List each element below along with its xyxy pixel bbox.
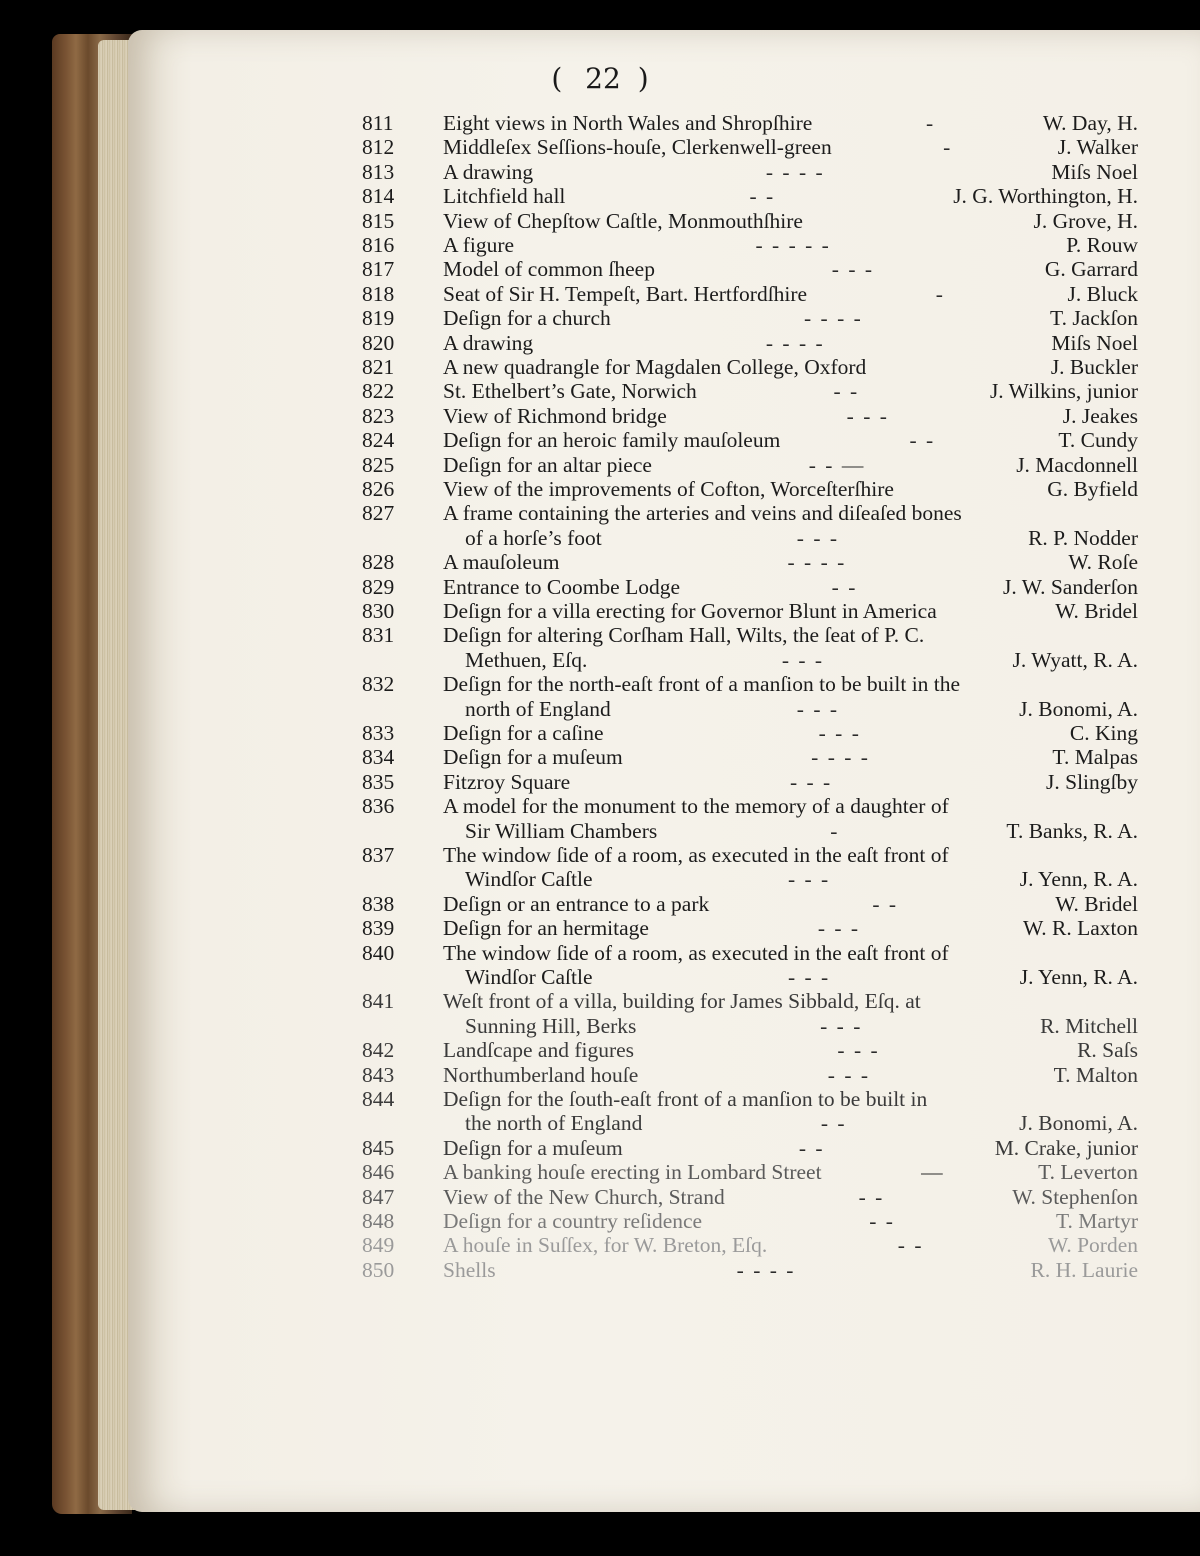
entry-title: A banking houſe erecting in Lombard Street xyxy=(443,1160,822,1185)
entry-number: 843 xyxy=(362,1062,395,1087)
entry-title: The window ſide of a room, as executed in the eaſt front of xyxy=(443,940,949,965)
entry-title: north of England xyxy=(465,696,611,721)
entry-title: Deſign for a villa erecting for Governor Blunt in America xyxy=(443,599,937,623)
leader-dashes: - - - xyxy=(789,769,833,794)
entry-artist: J. Jeakes xyxy=(1062,403,1138,428)
leader-dashes: - - - - xyxy=(765,330,825,355)
leader-dashes: - - - - xyxy=(736,1257,796,1282)
entry-title: Deſign for an altar piece xyxy=(443,452,652,477)
entry-title: View of the improvements of Cofton, Worceſterſhire xyxy=(443,477,894,501)
entry-title: View of Richmond bridge xyxy=(443,403,667,428)
entry-title: Deſign for an heroic family mauſoleum xyxy=(443,428,781,453)
entry-number: 829 xyxy=(362,574,395,599)
entry-number: 821 xyxy=(362,355,395,379)
entry-number: 835 xyxy=(362,769,395,794)
entry-number: 812 xyxy=(362,135,395,160)
entry-artist: T. Cundy xyxy=(1058,428,1138,453)
leader-dashes: - - - xyxy=(796,696,840,721)
entry-title: A new quadrangle for Magdalen College, Oxford xyxy=(443,355,867,379)
entry-artist: T. Martyr xyxy=(1056,1209,1138,1233)
leader-dashes: - - - xyxy=(827,1062,871,1087)
leader-dashes: - - - - xyxy=(811,745,870,770)
leader-dashes: - - - xyxy=(781,647,825,672)
entry-artist: J. Bonomi, A. xyxy=(1019,696,1138,721)
entry-title: Methuen, Eſq. xyxy=(465,647,588,672)
entry-title: Deſign for an hermitage xyxy=(443,916,649,941)
entry-title: A drawing xyxy=(443,330,534,355)
entry-number: 849 xyxy=(362,1233,395,1258)
entry-title: Northumberland houſe xyxy=(443,1062,639,1087)
entry-title: Deſign for a caſine xyxy=(443,721,604,745)
entry-artist: J. G. Worthington, H. xyxy=(953,184,1138,209)
entry-number: 811 xyxy=(362,111,394,135)
leader-dashes: - - - - - xyxy=(755,233,831,257)
entry-artist: R. H. Laurie xyxy=(1030,1257,1138,1282)
entry-number: 818 xyxy=(362,281,395,306)
entry-title: of a horſe’s foot xyxy=(465,525,602,550)
entry-artist: T. Leverton xyxy=(1038,1160,1138,1185)
entry-title: View of Chepſtow Caſtle, Monmouthſhire xyxy=(443,208,803,233)
entry-artist: G. Byfield xyxy=(1047,477,1138,501)
entry-number: 831 xyxy=(362,623,395,648)
leader-dashes: - xyxy=(935,281,945,306)
entry-number: 828 xyxy=(362,550,395,575)
entry-artist: J. Slingſby xyxy=(1046,769,1138,794)
entry-title: Fitzroy Square xyxy=(443,769,571,794)
entry-artist: T. Banks, R. A. xyxy=(1006,818,1138,843)
entry-title: A figure xyxy=(443,233,515,257)
entry-number: 814 xyxy=(362,184,395,209)
entry-artist: J. Bluck xyxy=(1067,281,1138,306)
entry-artist: J. Grove, H. xyxy=(1033,208,1138,233)
entry-artist: C. King xyxy=(1069,721,1138,745)
entry-artist: J. Wyatt, R. A. xyxy=(1012,647,1138,672)
entry-number: 827 xyxy=(362,501,395,526)
entry-number: 836 xyxy=(362,794,395,819)
entry-artist: R. P. Nodder xyxy=(1028,525,1138,550)
entry-number: 823 xyxy=(362,403,395,428)
entry-number: 826 xyxy=(362,477,395,501)
entry-title: A drawing xyxy=(443,159,534,184)
leader-dashes: - - - - xyxy=(787,550,847,575)
entry-number: 848 xyxy=(362,1209,395,1233)
leader-dashes: - - - xyxy=(817,916,861,941)
leader-dashes: - - xyxy=(869,1209,895,1233)
entry-title: Deſign for a country reſidence xyxy=(443,1209,703,1233)
leader-dashes: - - - xyxy=(787,867,831,892)
leader-dashes: - - xyxy=(833,379,860,404)
entry-title: Deſign for a muſeum xyxy=(443,745,623,770)
catalogue-list xyxy=(0,110,1200,1310)
leader-dashes: - - xyxy=(820,1111,847,1136)
entry-artist: W. Bridel xyxy=(1055,599,1138,623)
entry-artist: J. Walker xyxy=(1057,135,1138,160)
entry-title: Entrance to Coombe Lodge xyxy=(443,574,681,599)
entry-number: 845 xyxy=(362,1135,395,1160)
entry-number: 822 xyxy=(362,379,395,404)
entry-title: Deſign for altering Corſham Hall, Wilts, the ſeat of P. C. xyxy=(443,623,925,648)
entry-title: Deſign or an entrance to a park xyxy=(443,891,710,916)
entry-number: 824 xyxy=(362,428,395,453)
leader-dashes: - - - xyxy=(796,525,840,550)
entry-number: 846 xyxy=(362,1160,395,1185)
entry-title: View of the New Church, Strand xyxy=(443,1184,725,1209)
entry-artist: W. Roſe xyxy=(1068,550,1138,575)
entry-number: 820 xyxy=(362,330,395,355)
entry-title: Model of common ſheep xyxy=(443,257,655,282)
header-open-paren: ( xyxy=(551,62,563,95)
entry-artist: Miſs Noel xyxy=(1051,330,1138,355)
entry-number: 841 xyxy=(362,989,395,1014)
leader-dashes: - - xyxy=(798,1135,825,1160)
page-number: 22 xyxy=(585,62,621,95)
entry-title: Sir William Chambers xyxy=(465,818,658,843)
entry-number: 819 xyxy=(362,306,395,331)
entry-number: 850 xyxy=(362,1257,395,1282)
entry-artist: J. W. Sanderſon xyxy=(1003,574,1138,599)
leader-dashes: - - - xyxy=(837,1038,880,1063)
entry-artist: P. Rouw xyxy=(1066,233,1138,257)
entry-number: 839 xyxy=(362,916,395,941)
entry-title: Deſign for a muſeum xyxy=(443,1135,623,1160)
entry-number: 847 xyxy=(362,1184,395,1209)
entry-title: A mauſoleum xyxy=(443,550,560,575)
entry-artist: R. Mitchell xyxy=(1040,1013,1138,1038)
entry-title: Sunning Hill, Berks xyxy=(465,1013,637,1038)
leader-dashes: - - xyxy=(897,1233,924,1258)
entry-artist: T. Jackſon xyxy=(1050,306,1138,331)
entry-artist: G. Garrard xyxy=(1044,257,1138,282)
entry-artist: J. Buckler xyxy=(1050,355,1138,379)
entry-title: Windſor Caſtle xyxy=(465,867,593,892)
leader-dashes: - - - xyxy=(787,965,831,989)
entry-artist: J. Wilkins, junior xyxy=(989,379,1138,404)
entry-artist: Miſs Noel xyxy=(1051,159,1138,184)
entry-title: Shells xyxy=(443,1257,496,1282)
entry-artist: M. Crake, junior xyxy=(994,1135,1138,1160)
entry-artist: W. Bridel xyxy=(1055,891,1138,916)
entry-number: 842 xyxy=(362,1038,395,1063)
leader-dashes: - - - xyxy=(831,257,875,282)
entry-number: 813 xyxy=(362,159,395,184)
leader-dashes: — xyxy=(921,1160,945,1185)
leader-dashes: - - xyxy=(872,891,899,916)
entry-title: The window ſide of a room, as executed in the eaſt front of xyxy=(443,843,949,867)
entry-number: 844 xyxy=(362,1087,395,1111)
entry-number: 815 xyxy=(362,208,395,233)
entry-number: 838 xyxy=(362,891,395,916)
entry-artist: W. Porden xyxy=(1048,1233,1138,1258)
entry-number: 837 xyxy=(362,843,395,867)
entry-title: A frame containing the arteries and veins and diſeaſed bones xyxy=(443,501,962,526)
entry-number: 825 xyxy=(362,452,395,477)
leader-dashes: - - xyxy=(858,1184,885,1209)
entry-artist: J. Macdonnell xyxy=(1016,452,1138,477)
entry-title: Litchfield hall xyxy=(443,184,566,209)
entry-number: 834 xyxy=(362,745,395,770)
entry-number: 833 xyxy=(362,721,395,745)
entry-title: Eight views in North Wales and Shropſhire xyxy=(443,111,813,135)
entry-artist: T. Malton xyxy=(1053,1062,1138,1087)
leader-dashes: - - - - xyxy=(804,306,863,331)
entry-number: 830 xyxy=(362,599,395,623)
entry-artist: T. Malpas xyxy=(1052,745,1138,770)
leader-dashes: - - - xyxy=(846,403,889,428)
entry-title: Windſor Caſtle xyxy=(465,965,593,989)
entry-title: Seat of Sir H. Tempeſt, Bart. Hertfordſhire xyxy=(443,281,808,306)
entry-artist: J. Bonomi, A. xyxy=(1019,1111,1138,1136)
leader-dashes: - - xyxy=(909,428,936,453)
entry-number: 817 xyxy=(362,257,395,282)
entry-title: Landſcape and figures xyxy=(443,1038,635,1063)
entry-artist: J. Yenn, R. A. xyxy=(1019,867,1138,892)
leader-dashes: - - xyxy=(749,184,776,209)
entry-artist: R. Saſs xyxy=(1077,1038,1138,1063)
leader-dashes: - - — xyxy=(808,452,866,477)
leader-dashes: - - xyxy=(831,574,858,599)
entry-number: 840 xyxy=(362,940,395,965)
leader-dashes: - - - xyxy=(820,1013,863,1038)
entry-artist: W. R. Laxton xyxy=(1022,916,1138,941)
entry-title: Deſign for the north-eaſt front of a manſion to be built in the xyxy=(443,672,961,697)
header-close-paren: ) xyxy=(637,62,649,95)
page-header xyxy=(0,62,1200,95)
entry-title: Middleſex Seſſions-houſe, Clerkenwell-green xyxy=(443,135,832,160)
entry-number: 816 xyxy=(362,233,395,257)
entry-title: Weſt front of a villa, building for James Sibbald, Eſq. at xyxy=(443,989,921,1014)
leader-dashes: - - - - xyxy=(765,159,825,184)
entry-artist: J. Yenn, R. A. xyxy=(1019,965,1138,989)
leader-dashes: - - - xyxy=(818,721,861,745)
entry-number: 832 xyxy=(362,672,395,697)
entry-title: A model for the monument to the memory of a daughter of xyxy=(443,794,949,819)
entry-artist: W. Stephenſon xyxy=(1012,1184,1138,1209)
entry-title: Deſign for a church xyxy=(443,306,611,331)
entry-title: St. Ethelbert’s Gate, Norwich xyxy=(443,379,697,404)
leader-dashes: - xyxy=(830,818,840,843)
leader-dashes: - xyxy=(943,135,953,160)
entry-artist: W. Day, H. xyxy=(1042,111,1138,135)
entry-title: A houſe in Suſſex, for W. Breton, Eſq. xyxy=(443,1233,768,1258)
entry-title: the north of England xyxy=(465,1111,643,1136)
entry-title: Deſign for the ſouth-eaſt front of a manſion to be built in xyxy=(443,1087,928,1111)
leader-dashes: - xyxy=(925,111,936,135)
